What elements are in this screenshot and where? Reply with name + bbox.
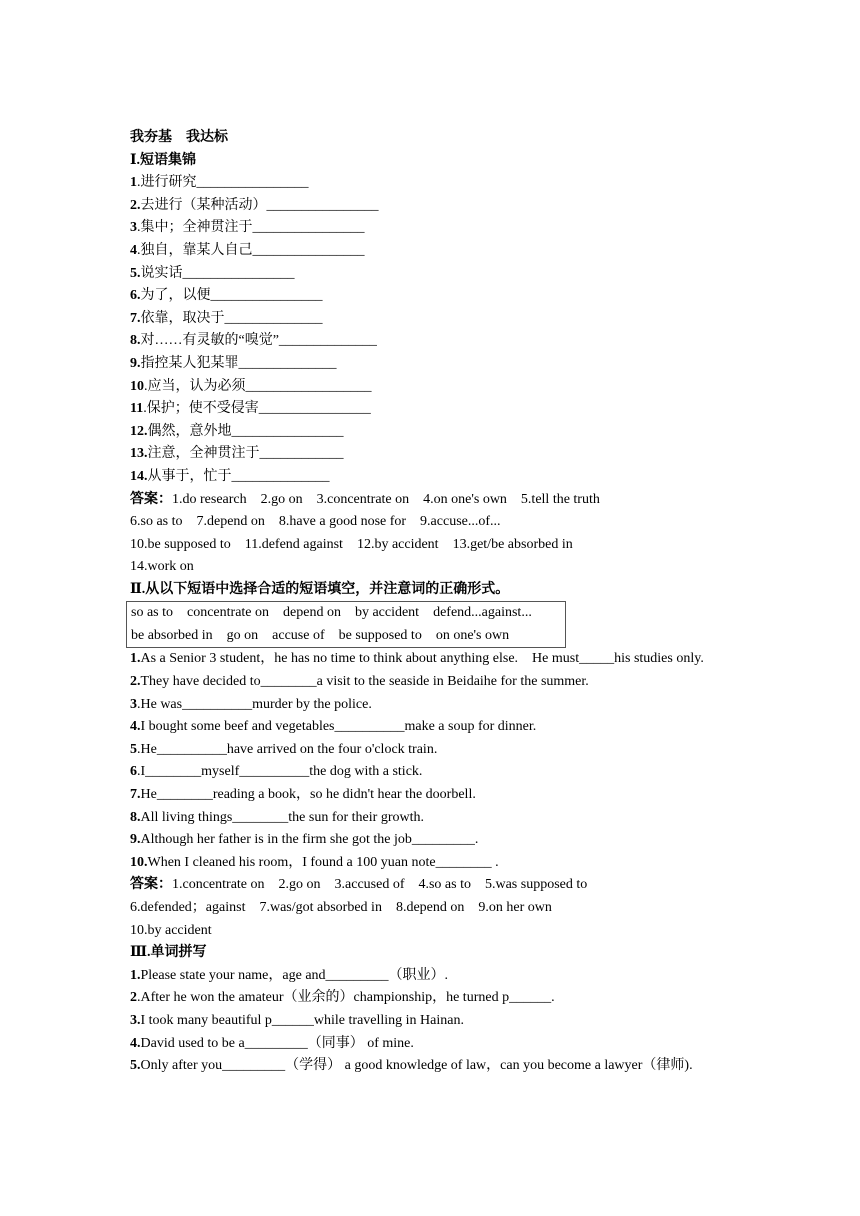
phrase-box	[126, 601, 566, 648]
item-number: 7.	[130, 787, 141, 803]
item-number: 11	[130, 401, 144, 417]
item-text: .After he won the amateur（业余的）championship，he turned p______.	[137, 990, 555, 1006]
answer-line: 6.so as to 7.depend on 8.have a good nose for 9.accuse...of...	[130, 514, 501, 530]
item-number: 4	[130, 242, 137, 258]
item-text: .进行研究________________	[137, 175, 309, 191]
item-number: 14.	[130, 468, 148, 484]
item-text: .集中；全神贯注于________________	[137, 220, 365, 236]
answer-label: 答案：	[130, 877, 172, 893]
item-number: 6.	[130, 288, 141, 304]
list-item	[130, 671, 740, 694]
list-item	[130, 443, 740, 466]
list-item	[130, 1010, 740, 1033]
item-text: .I________myself__________the dog with a stick.	[137, 764, 423, 780]
item-text: .He was__________murder by the police.	[137, 696, 372, 712]
item-number: 10	[130, 378, 144, 394]
item-text: Please state your name，age and_________（职业）.	[140, 967, 449, 983]
item-text: 去进行（某种活动）________________	[140, 197, 379, 213]
list-item	[130, 739, 740, 762]
answer-label: 答案：	[130, 491, 172, 507]
item-text: Although her father is in the firm she got the job_________.	[140, 832, 479, 848]
answer-text: 1.do research 2.go on 3.concentrate on 4.on one's own 5.tell the truth	[172, 491, 600, 507]
item-number: 3	[130, 696, 137, 712]
item-number: 1	[130, 175, 137, 191]
item-text: They have decided to________a visit to the seaside in Beidaihe for the summer.	[140, 674, 589, 690]
item-text: 注意，全神贯注于____________	[147, 446, 344, 462]
section-phrases	[130, 150, 740, 579]
section-fill-blanks	[130, 579, 740, 942]
item-number: 2.	[130, 197, 141, 213]
item-text: He________reading a book，so he didn't hear the doorbell.	[140, 787, 476, 803]
item-number: 4.	[130, 1035, 141, 1051]
list-item	[130, 172, 740, 195]
item-text: .保护；使不受侵害________________	[143, 401, 371, 417]
list-item	[130, 761, 740, 784]
item-text: 从事于，忙于______________	[147, 468, 330, 484]
list-item	[130, 694, 740, 717]
item-number: 7.	[130, 310, 141, 326]
list-item	[130, 330, 740, 353]
item-text: 依靠，取决于______________	[140, 310, 323, 326]
list-item	[130, 217, 740, 240]
item-number: 4.	[130, 719, 141, 735]
item-number: 5.	[130, 265, 141, 281]
list-item	[130, 1055, 740, 1078]
phrase-box-line: so as to concentrate on depend on by accident defend...against...	[131, 605, 532, 621]
item-text: Only after you_________（学得） a good knowledge of law，can you become a lawyer（律师).	[140, 1058, 693, 1074]
list-item	[130, 421, 740, 444]
page-header: 我夯基 我达标	[130, 130, 228, 145]
item-number: 5.	[130, 1058, 141, 1074]
item-number: 1.	[130, 651, 141, 667]
list-item	[130, 784, 740, 807]
item-text: All living things________the sun for their growth.	[140, 809, 424, 825]
answer-line	[130, 874, 740, 897]
list-item	[130, 263, 740, 286]
item-text: .He__________have arrived on the four o'clock train.	[137, 741, 438, 757]
item-text: 偶然，意外地________________	[147, 423, 344, 439]
item-number: 10.	[130, 854, 148, 870]
item-text: I took many beautiful p______while travelling in Hainan.	[140, 1012, 464, 1028]
item-text: .应当，认为必须__________________	[144, 378, 372, 394]
phrase-box-line: be absorbed in go on accuse of be supposed to on one's own	[131, 627, 510, 643]
list-item	[130, 240, 740, 263]
item-text: 指控某人犯某罪______________	[140, 355, 337, 371]
answer-line: 10.by accident	[130, 922, 212, 938]
item-number: 9.	[130, 355, 141, 371]
list-item	[130, 1033, 740, 1056]
item-number: 3.	[130, 1012, 141, 1028]
item-text: 对……有灵敏的“嗅觉”______________	[140, 333, 377, 349]
item-text: 说实话________________	[140, 265, 295, 281]
item-number: 2	[130, 990, 137, 1006]
item-text: When I cleaned his room，I found a 100 yuan note________ .	[147, 854, 499, 870]
list-item	[130, 195, 740, 218]
list-item	[130, 285, 740, 308]
list-item	[130, 987, 740, 1010]
item-text: I bought some beef and vegetables__________make a soup for dinner.	[140, 719, 537, 735]
section-spelling	[130, 942, 740, 1078]
list-item	[130, 965, 740, 988]
list-item	[130, 648, 740, 671]
answer-line: 10.be supposed to 11.defend against 12.by accident 13.get/be absorbed in	[130, 536, 573, 552]
item-number: 8.	[130, 809, 141, 825]
item-text: 为了，以便________________	[140, 288, 323, 304]
item-text: As a Senior 3 student，he has no time to think about anything else. He must_____his studies only.	[140, 651, 704, 667]
item-number: 5	[130, 741, 137, 757]
list-item	[130, 829, 740, 852]
answer-line: 6.defended；against 7.was/got absorbed in 8.depend on 9.on her own	[130, 900, 552, 915]
section-title: Ⅰ.短语集锦	[130, 152, 197, 168]
item-text: David used to be a_________（同事） of mine.	[140, 1035, 414, 1051]
item-text: .独自，靠某人自己________________	[137, 242, 365, 258]
item-number: 1.	[130, 967, 141, 983]
section-title: Ⅲ.单词拼写	[130, 945, 207, 961]
list-item	[130, 466, 740, 489]
list-item	[130, 376, 740, 399]
list-item	[130, 716, 740, 739]
list-item	[130, 353, 740, 376]
item-number: 12.	[130, 423, 148, 439]
list-item	[130, 398, 740, 421]
answer-line: 14.work on	[130, 559, 194, 575]
answer-line	[130, 489, 740, 512]
item-number: 3	[130, 220, 137, 236]
item-number: 6	[130, 764, 137, 780]
item-number: 8.	[130, 333, 141, 349]
item-number: 13.	[130, 446, 148, 462]
item-number: 9.	[130, 832, 141, 848]
worksheet	[130, 127, 740, 1078]
section-title: Ⅱ.从以下短语中选择合适的短语填空，并注意词的正确形式。	[130, 581, 510, 597]
answer-text: 1.concentrate on 2.go on 3.accused of 4.so as to 5.was supposed to	[172, 877, 588, 893]
list-item	[130, 308, 740, 331]
list-item	[130, 807, 740, 830]
list-item	[130, 852, 740, 875]
item-number: 2.	[130, 674, 141, 690]
